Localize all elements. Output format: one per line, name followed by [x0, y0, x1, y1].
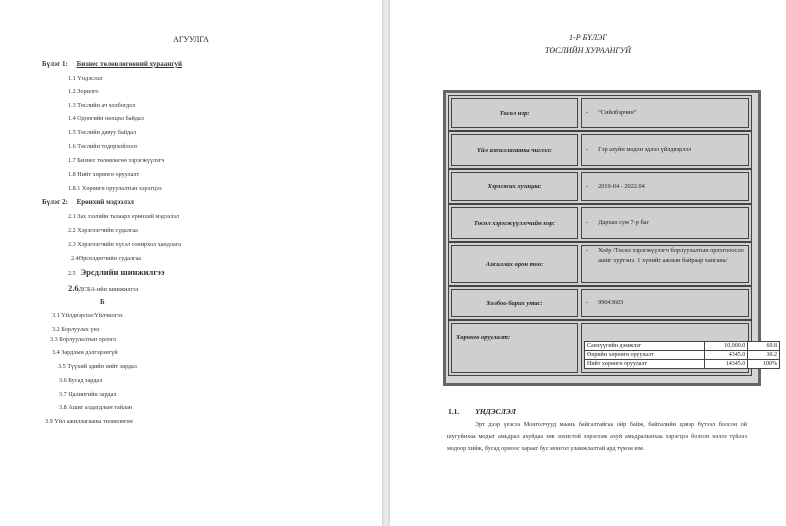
toc-item-title: Эрсдлийн шинжилгээ — [80, 267, 165, 277]
investment-name: Нийт хөрөнгө оруулалт — [585, 360, 705, 369]
info-label: Хөрөнгө оруулалт: — [451, 323, 578, 373]
section-number: 1.1. — [448, 407, 460, 416]
toc-item[interactable]: 1.8.1 Хөрөнгө оруулалтын хэрэгцээ — [68, 185, 162, 192]
section-body: Эрт дээр үеэсээ Монголчууд маань байгалтайгаа ойр байж, байгалийн цэвэр бүтээл болсон ой шугуйнхаа модыг амьдрал ахуйдаа зөв зохистой хэрэглэж ахуй амьдралынхаа хэрэгцээ болсон нэлээ түйлээ модоор хийж, бусад орноос хараат бус монгол уламжлалтай ард түмэн юм. — [447, 421, 747, 453]
chapter-title: ТӨСЛИЙН ХУРААНГУЙ — [544, 46, 632, 55]
toc-item[interactable]: 1.7 Бизнес төлөвлөгөө хэрэгжүүлэгч — [68, 157, 165, 164]
info-row-investment — [448, 320, 777, 376]
toc-item[interactable]: 2.4Өрсөлдөгчийн судалгаа — [71, 255, 142, 262]
toc-chapter-1[interactable] — [42, 60, 182, 68]
investment-table — [584, 341, 780, 369]
toc-item[interactable]: 1.5 Төслийн давуу байдал — [68, 129, 137, 136]
toc-item[interactable]: Б — [100, 298, 105, 306]
investment-amount: 10,000.0 — [704, 342, 747, 351]
toc-item[interactable]: 1.2 Зорилго — [68, 88, 99, 95]
info-value-text: Дархан сум 7-р баг — [598, 219, 650, 226]
info-row-period — [448, 169, 752, 204]
investment-name: Өөрийн хөрөнгө оруулалт — [585, 351, 705, 360]
toc-item[interactable]: 1.1 Үндэслэл — [68, 75, 103, 82]
toc-item-number: 2.5 — [68, 270, 76, 277]
info-value-text: Гэр ахуйн модон эдлэл үйлдвэрлэл — [598, 146, 692, 153]
toc-item[interactable]: 3.6 Бусад зардал — [59, 377, 103, 384]
toc-item[interactable]: 3.2 Борлуулах үнэ — [52, 326, 100, 333]
toc-item[interactable]: 1.3 Төслийн ач холбогдол — [68, 102, 136, 109]
toc-item[interactable]: 2.2 Хэрэглэгчийн судалгаа — [68, 227, 138, 234]
toc-item[interactable]: 3.5 Түүхий эдийн нийт зардал — [58, 363, 137, 370]
info-value-text: “Сийлбэрчин” — [598, 109, 637, 116]
info-value-text: 2019-04 - 2022.04 — [598, 182, 645, 190]
info-label: Төсөл хэрэгжүүлэгчийн нэр: — [451, 207, 578, 239]
info-value — [581, 323, 777, 373]
toc-item-title: ДСБА-ийн шинжилгээ — [78, 286, 139, 293]
info-row-activity — [448, 131, 752, 169]
table-row — [585, 351, 780, 360]
toc-chapter-title: Бизнес төлөвлөгөөний хураангуй — [76, 60, 183, 68]
investment-percent: 69.8 — [748, 342, 780, 351]
table-row — [585, 342, 780, 351]
info-label: Хэрэгжих хугацаа: — [451, 172, 578, 201]
info-row-name — [448, 95, 752, 131]
toc-item[interactable]: 3.8 Ашиг алдагдлын тайлан — [59, 404, 133, 411]
toc-chapter-2[interactable] — [42, 198, 134, 206]
toc-chapter-title: Ерөнхий мэдээлэл — [76, 198, 134, 206]
chapter-number: 1-Р БҮЛЭГ — [569, 33, 607, 42]
info-value: - 99043603 — [581, 289, 749, 317]
toc-item[interactable] — [68, 283, 138, 293]
info-value: - Дархан сум 7-р баг — [581, 207, 749, 239]
toc-item[interactable]: 2.1 Зах зээлийн талаарх ерөнхий мэдээлэл — [68, 213, 179, 220]
toc-item[interactable]: 1.6 Төслийн тодорхойлолт — [68, 143, 138, 150]
info-value: - 2019-04 - 2022.04 — [581, 172, 749, 201]
toc-page — [0, 0, 382, 526]
investment-percent: 30.2 — [748, 351, 780, 360]
toc-item[interactable] — [68, 267, 165, 277]
toc-item[interactable]: 1.8 Нийт хөрөнгө оруулалт — [68, 171, 140, 178]
toc-item[interactable]: 3.4 Зардлын дэлгэрэнгүй — [52, 349, 118, 356]
toc-item[interactable]: 3.9 Үйл ажиллагааны төлөвлөгөө — [45, 418, 133, 425]
info-value: - “Сийлбэрчин” — [581, 98, 749, 128]
info-value-text: Хоёр /Төсөл хэрэгжүүлэгч борлуулалтын орлогооосоо ашиг хуртэнэ. 1 хүнийг ажлын байраар хангана/ — [598, 247, 744, 264]
investment-amount: 4345.0 — [704, 351, 747, 360]
info-value: - Гэр ахуйн модон эдлэл үйлдвэрлэл — [581, 134, 749, 166]
info-value: - Хоёр /Төсөл хэрэгжүүлэгч борлуулалтын орлогооосоо ашиг хуртэнэ. 1 хүнийг ажлын байраар хангана/ — [581, 245, 749, 283]
toc-item[interactable]: 1.4 Одоогийн нөхцөл байдал — [68, 115, 144, 122]
toc-item[interactable]: 3.7 Цалингийн зардал — [59, 391, 117, 398]
info-row-staff — [448, 242, 752, 286]
investment-percent: 100% — [748, 360, 780, 369]
info-row-phone — [448, 286, 752, 320]
chapter-page — [390, 0, 786, 526]
info-label: Ажиллах орон тоо: — [451, 245, 578, 283]
investment-name: Санхүүгийн дэмжлэг — [585, 342, 705, 351]
toc-chapter-label: Бүлэг 2: — [42, 198, 68, 206]
info-value-text: 99043603 — [598, 299, 624, 306]
toc-item[interactable]: 3.1 Үйлдвэрлэл/Үйлчилгээ — [52, 312, 123, 319]
project-info-table — [443, 90, 777, 386]
section-title: ҮНДЭСЛЭЛ — [475, 407, 516, 416]
info-label: Үйл ажиллагааны чиглэл: — [451, 134, 578, 166]
toc-title: АГУУЛГА — [173, 35, 209, 44]
section-heading — [448, 407, 516, 416]
toc-item-number: 2.6 — [68, 283, 79, 293]
info-row-implementer — [448, 204, 752, 242]
toc-chapter-label: Бүлэг 1: — [42, 60, 68, 68]
toc-item[interactable]: 3.3 Борлуулалтын орлого — [50, 336, 117, 343]
toc-item[interactable]: 2.3 Хэрэглэгчийн хүсэл сонирхол хандлага — [68, 241, 181, 248]
investment-amount: 14345.0 — [704, 360, 747, 369]
info-label: Төсөл нэр: — [451, 98, 578, 128]
table-row — [585, 360, 780, 369]
info-label: Холбоо барих утас: — [451, 289, 578, 317]
